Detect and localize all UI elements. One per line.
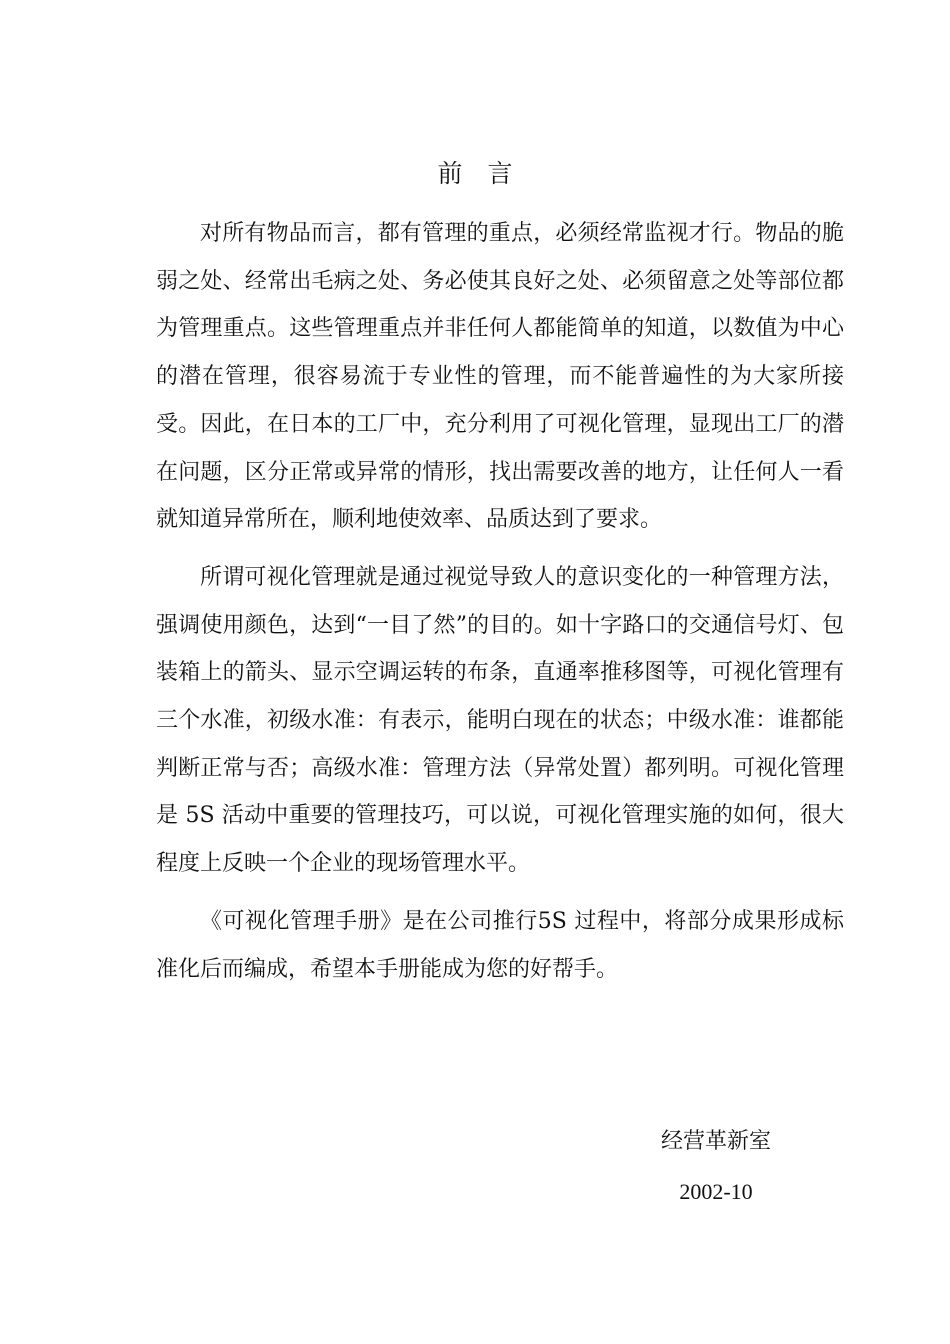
signature: 经营革新室	[660, 1129, 771, 1154]
paragraph-3: 《可视化管理手册》是在公司推行5S 过程中，将部分成果形成标准化后而编成，希望本手册能成为您的好帮手。	[156, 908, 844, 982]
date: 2002-10	[679, 1179, 753, 1204]
paragraph-2: 所谓可视化管理就是通过视觉导致人的意识变化的一种管理方法，强调使用颜色，达到“一目了然”的目的。如十字路口的交通信号灯、包装箱上的箭头、显示空调运转的布条，直通率推移图等，可视化管理有三个水准，初级水准：有表示，能明白现在的状态；中级水准：谁都能判断正常与否；高级水准：管理方法（异常处置）都列明。可视化管理是 5S 活动中重要的管理技巧，可以说，可视化管理实施的如何，很大程度上反映一个企业的现场管理水平。	[156, 564, 844, 877]
paragraph-1: 对所有物品而言，都有管理的重点，必须经常监视才行。物品的脆弱之处、经常出毛病之处、务必使其良好之处、必须留意之处等部位都为管理重点。这些管理重点并非任何人都能简单的知道，以数值为中心的潜在管理，很容易流于专业性的管理，而不能普遍性的为大家所接受。因此，在日本的工厂中，充分利用了可视化管理，显现出工厂的潜在问题，区分正常或异常的情形，找出需要改善的地方，让任何人一看就知道异常所在，顺利地使效率、品质达到了要求。	[156, 221, 844, 533]
preface-body	[156, 210, 844, 1003]
page-title: 前 言	[437, 159, 513, 188]
